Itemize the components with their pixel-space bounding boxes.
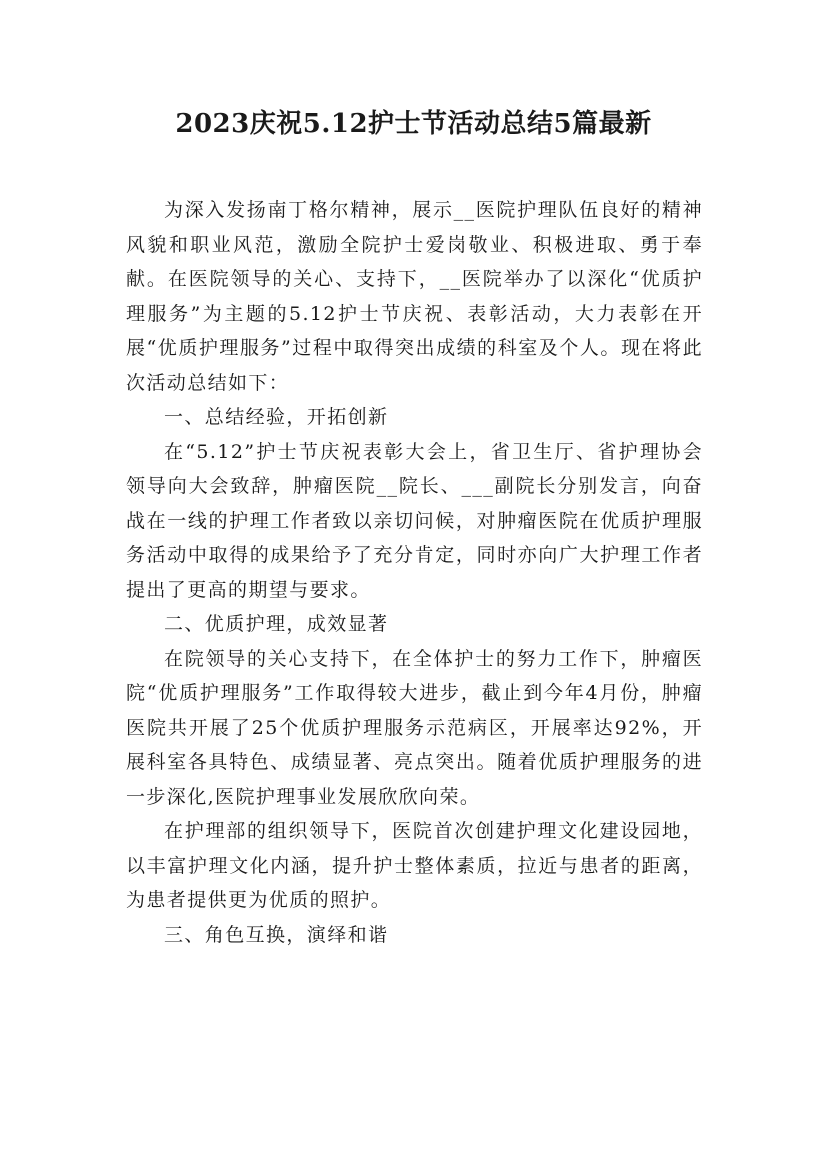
- section-heading-2: 二、优质护理，成效显著: [164, 613, 389, 635]
- paragraph-ceremony: 在“5.12”护士节庆祝表彰大会上，省卫生厅、省护理协会领导向大会致辞，肿瘤医院__院长、___副院长分别发言，向奋战在一线的护理工作者致以亲切问候，对肿瘤医院在优质护理服务活动中取得的成果给予了充分肯定，同时亦向广大护理工作者提出了更高的期望与要求。: [126, 440, 703, 601]
- paragraph-intro: 为深入发扬南丁格尔精神，展示__医院护理队伍良好的精神风貌和职业风范，激励全院护士爱岗敬业、积极进取、勇于奉献。在医院领导的关心、支持下，__医院举办了以深化“优质护理服务”为主题的5.12护士节庆祝、表彰活动，大力表彰在开展“优质护理服务”过程中取得突出成绩的科室及个人。现在将此次活动总结如下：: [126, 199, 703, 394]
- paragraph-culture: 在护理部的组织领导下，医院首次创建护理文化建设园地，以丰富护理文化内涵，提升护士整体素质，拉近与患者的距离，为患者提供更为优质的照护。: [126, 820, 703, 911]
- section-heading-3: 三、角色互换，演绎和谐: [164, 923, 389, 946]
- section-heading-1: 一、总结经验，开拓创新: [164, 406, 389, 428]
- document-body: [126, 193, 703, 952]
- paragraph-quality-care: 在院领导的关心支持下，在全体护士的努力工作下，肿瘤医院“优质护理服务”工作取得较大进步，截止到今年4月份，肿瘤医院共开展了25个优质护理服务示范病区，开展率达92%，开展科室各具特色、成绩显著、亮点突出。随着优质护理服务的进一步深化,医院护理事业发展欣欣向荣。: [126, 647, 703, 808]
- document-title: 2023庆祝5.12护士节活动总结5篇最新: [175, 109, 652, 139]
